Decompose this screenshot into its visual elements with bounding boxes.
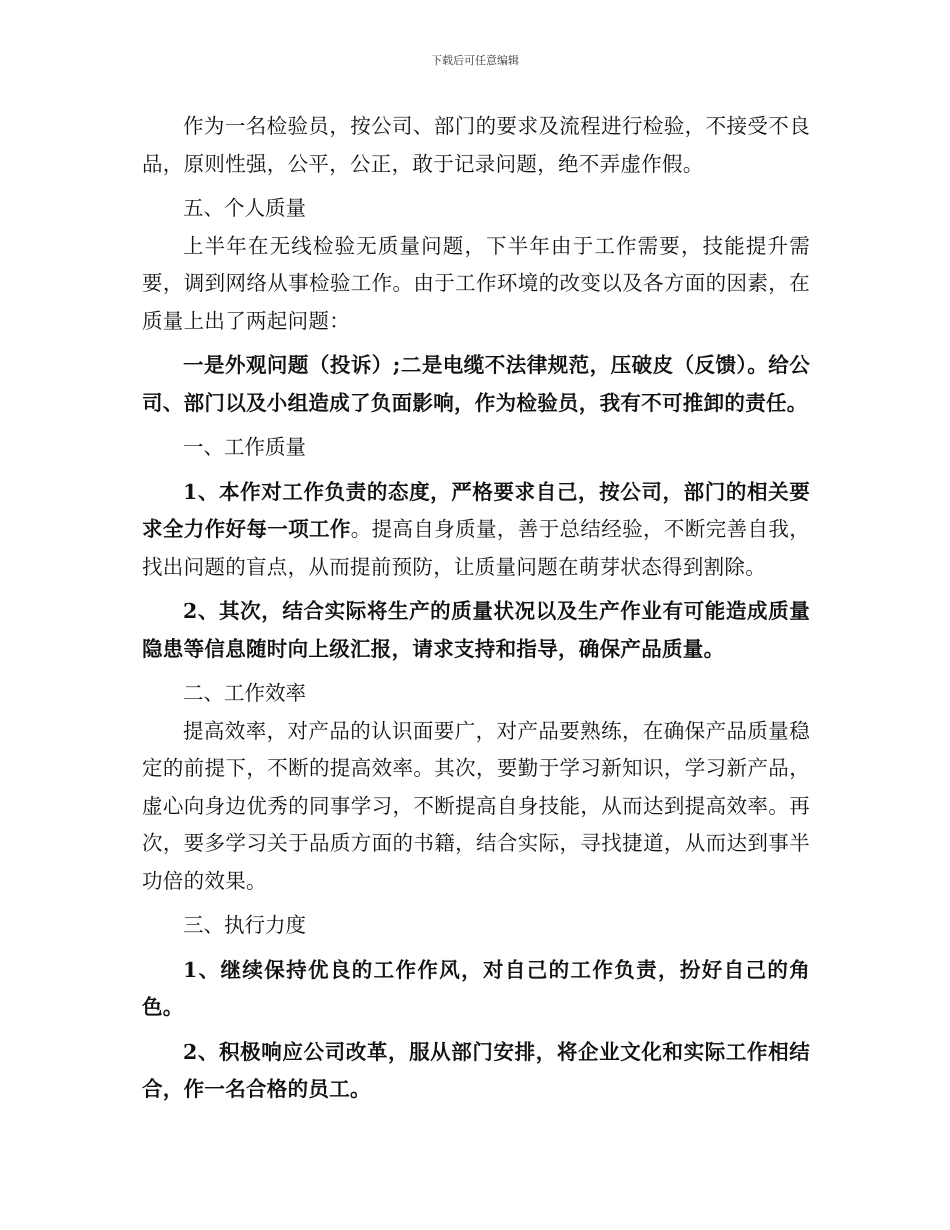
heading-work-quality: 一、工作质量 [183,435,306,459]
heading-work-efficiency: 二、工作效率 [183,681,306,705]
paragraph-execution-1: 1、继续保持优良的工作作风，对自己的工作负责，扮好自己的角色。 [142,957,810,1019]
paragraph-work-quality-1-bold: 1、本作对工作负责的态度，严格要求自己，按公司，部门的相关要求全力作好每一项工作 [142,479,810,541]
document-body [142,108,810,1109]
heading-execution: 三、执行力度 [183,913,306,937]
paragraph-execution-2: 2、积极响应公司改革，服从部门安排，将企业文化和实际工作相结合，作一名合格的员工。 [142,1039,810,1101]
paragraph-inspector-duty: 作为一名检验员，按公司、部门的要求及流程进行检验，不接受不良品，原则性强，公平，公正，敢于记录问题，绝不弄虚作假。 [142,114,810,176]
paragraph-work-quality-1 [142,474,810,587]
paragraph-half-year-summary: 上半年在无线检验无质量问题，下半年由于工作需要，技能提升需要，调到网络从事检验工作。由于工作环境的改变以及各方面的因素，在质量上出了两起问题： [142,233,810,333]
paragraph-issues: 一是外观问题（投诉）;二是电缆不法律规范，压破皮（反馈）。给公司、部门以及小组造成了负面影响，作为检验员，我有不可推卸的责任。 [142,353,810,415]
paragraph-efficiency: 提高效率，对产品的认识面要广，对产品要熟练，在确保产品质量稳定的前提下，不断的提高效率。其次，要勤于学习新知识，学习新产品，虚心向身边优秀的同事学习，不断提高自身技能，从而达到提高效率。再次，要多学习关于品质方面的书籍，结合实际，寻找捷道，从而达到事半功倍的效果。 [142,718,810,893]
paragraph-work-quality-2: 2、其次，结合实际将生产的质量状况以及生产作业有可能造成质量隐患等信息随时向上级汇报，请求支持和指导，确保产品质量。 [142,599,810,661]
heading-personal-quality: 五、个人质量 [183,196,306,220]
page-header: 下载后可任意编辑 [431,54,519,67]
paragraph-work-quality-1-rest: 。提高自身质量，善于总结经验，不断完善自我，找出问题的盲点，从而提前预防，让质量问题在萌芽状态得到割除。 [142,517,810,579]
